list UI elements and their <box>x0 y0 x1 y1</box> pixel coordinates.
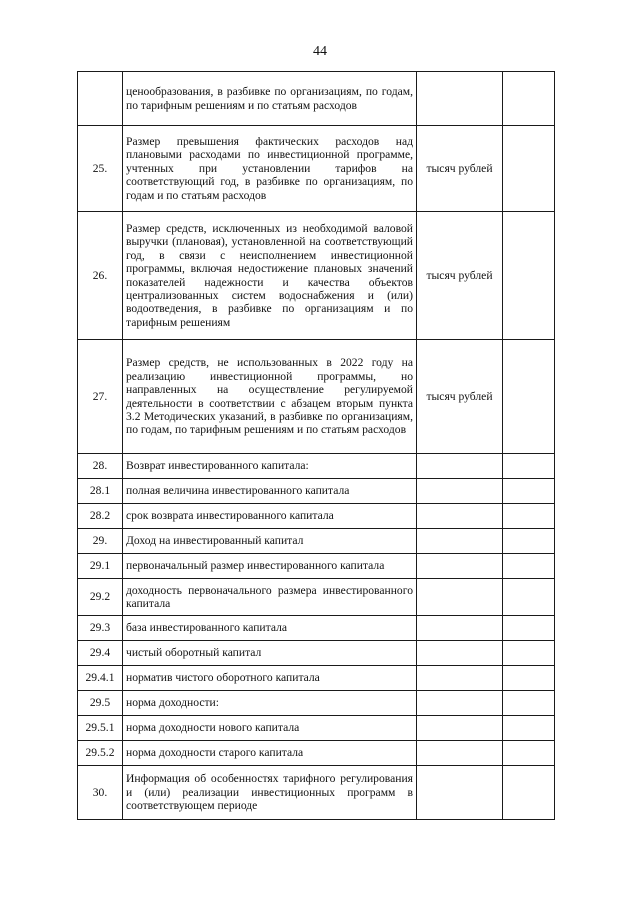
row-value <box>503 716 555 741</box>
row-unit: тысяч рублей <box>417 212 503 340</box>
row-unit <box>417 579 503 616</box>
row-unit: тысяч рублей <box>417 126 503 212</box>
row-unit <box>417 716 503 741</box>
row-number: 29.4 <box>78 641 123 666</box>
row-number: 28.2 <box>78 504 123 529</box>
row-unit <box>417 554 503 579</box>
table-row <box>78 666 555 691</box>
row-number: 30. <box>78 766 123 820</box>
row-unit <box>417 72 503 126</box>
row-number: 25. <box>78 126 123 212</box>
row-description: норматив чистого оборотного капитала <box>123 666 417 691</box>
row-unit <box>417 666 503 691</box>
row-value <box>503 340 555 454</box>
row-unit <box>417 504 503 529</box>
row-value <box>503 616 555 641</box>
row-description: ценообразования, в разбивке по организациям, по годам, по тарифным решениям и по статьям расходов <box>123 72 417 126</box>
row-number: 29.5 <box>78 691 123 716</box>
row-description: Размер средств, не использованных в 2022 году на реализацию инвестиционной программы, но направленных на осуществление регулируемой деятельности в соответствии с абзацем вторым пункта 3.2 Методических указаний, в разбивке по организациям, по годам, по тарифным решениям и по статьям расходов <box>123 340 417 454</box>
row-unit <box>417 741 503 766</box>
row-number: 28. <box>78 454 123 479</box>
row-number: 29.1 <box>78 554 123 579</box>
row-number: 29.3 <box>78 616 123 641</box>
row-description: Размер средств, исключенных из необходимой валовой выручки (плановая), установленной на соответствующий год, в связи с неисполнением инвестиционной программы, включая недостижение плановых значений показателей надежности и качества объектов централизованных систем водоснабжения и (или) водоотведения, в разбивке по организациям и по тарифным решениям <box>123 212 417 340</box>
table-row <box>78 741 555 766</box>
table-row <box>78 579 555 616</box>
row-number: 29.2 <box>78 579 123 616</box>
table-row <box>78 72 555 126</box>
row-number <box>78 72 123 126</box>
row-value <box>503 504 555 529</box>
row-value <box>503 126 555 212</box>
row-description: чистый оборотный капитал <box>123 641 417 666</box>
table-row <box>78 716 555 741</box>
row-description: полная величина инвестированного капитала <box>123 479 417 504</box>
row-description: Размер превышения фактических расходов над плановыми расходами по инвестиционной программе, учтенных при установлении тарифов на соответствующий год, в разбивке по организациям, по годам и по статьям расходов <box>123 126 417 212</box>
row-description: база инвестированного капитала <box>123 616 417 641</box>
row-number: 29.5.2 <box>78 741 123 766</box>
table-row <box>78 766 555 820</box>
indicators-table <box>77 71 555 820</box>
table-row <box>78 340 555 454</box>
row-description: первоначальный размер инвестированного капитала <box>123 554 417 579</box>
row-value <box>503 641 555 666</box>
row-description: Информация об особенностях тарифного регулирования и (или) реализации инвестиционных программ в соответствующем периоде <box>123 766 417 820</box>
table-row <box>78 529 555 554</box>
row-value <box>503 691 555 716</box>
row-unit <box>417 641 503 666</box>
row-unit: тысяч рублей <box>417 340 503 454</box>
row-description: Возврат инвестированного капитала: <box>123 454 417 479</box>
row-value <box>503 72 555 126</box>
row-number: 26. <box>78 212 123 340</box>
row-value <box>503 454 555 479</box>
row-value <box>503 666 555 691</box>
row-number: 27. <box>78 340 123 454</box>
page-number: 44 <box>313 44 327 59</box>
row-description: норма доходности нового капитала <box>123 716 417 741</box>
table-row <box>78 212 555 340</box>
row-value <box>503 579 555 616</box>
row-value <box>503 529 555 554</box>
row-value <box>503 766 555 820</box>
row-description: срок возврата инвестированного капитала <box>123 504 417 529</box>
row-description: норма доходности старого капитала <box>123 741 417 766</box>
row-unit <box>417 766 503 820</box>
row-unit <box>417 479 503 504</box>
row-value <box>503 554 555 579</box>
row-number: 28.1 <box>78 479 123 504</box>
row-number: 29.5.1 <box>78 716 123 741</box>
row-unit <box>417 529 503 554</box>
row-value <box>503 741 555 766</box>
table-row <box>78 126 555 212</box>
table-row <box>78 554 555 579</box>
table-row <box>78 454 555 479</box>
row-unit <box>417 454 503 479</box>
row-description: норма доходности: <box>123 691 417 716</box>
row-description: Доход на инвестированный капитал <box>123 529 417 554</box>
row-description: доходность первоначального размера инвестированного капитала <box>123 579 417 616</box>
table-row <box>78 641 555 666</box>
table-row <box>78 691 555 716</box>
row-number: 29.4.1 <box>78 666 123 691</box>
row-unit <box>417 616 503 641</box>
table-row <box>78 479 555 504</box>
row-value <box>503 212 555 340</box>
table-row <box>78 616 555 641</box>
row-unit <box>417 691 503 716</box>
table-row <box>78 504 555 529</box>
row-number: 29. <box>78 529 123 554</box>
row-value <box>503 479 555 504</box>
